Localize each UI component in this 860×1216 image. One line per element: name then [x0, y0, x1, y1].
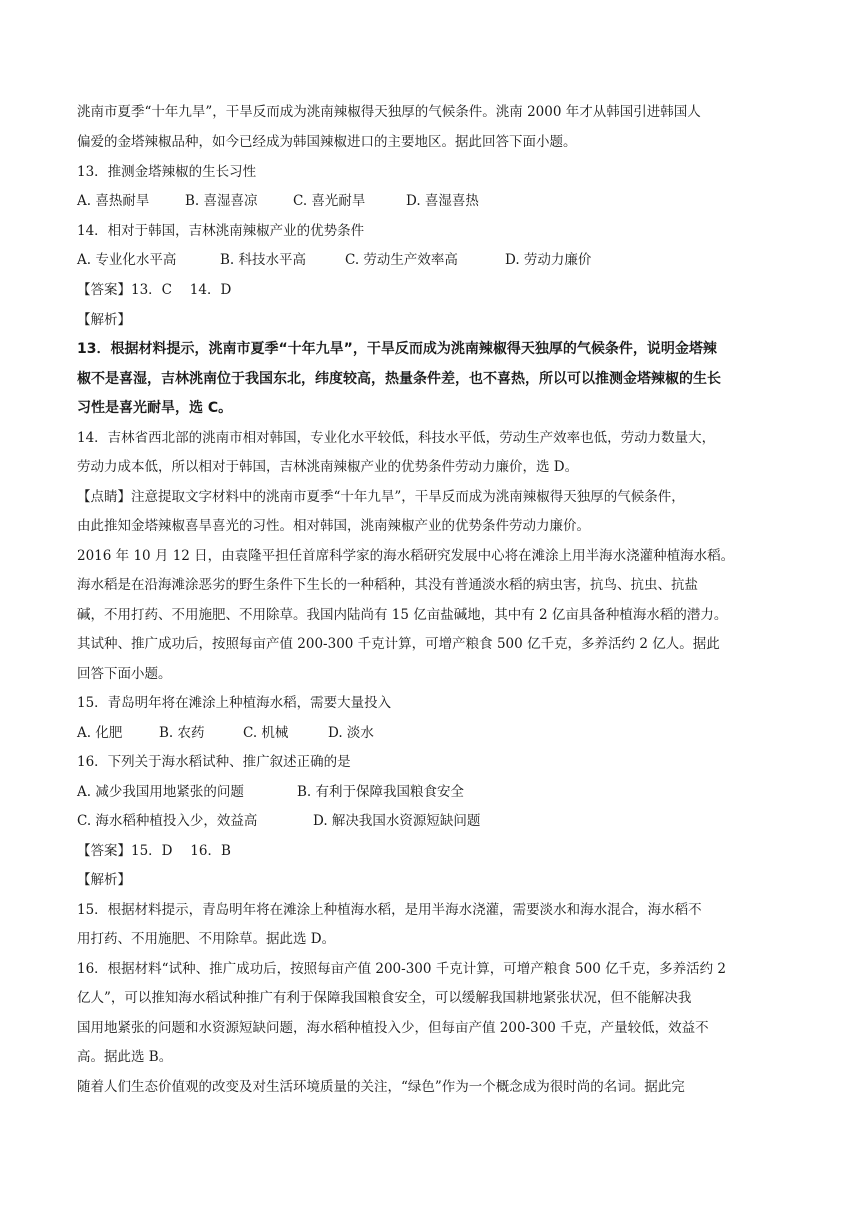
passage-2-line-4: 其试种、推广成功后，按照每亩产值 200-300 千克计算，可增产粮食 500 亿千克，多养活约 2 亿人。据此 — [77, 636, 720, 652]
q16-option-b: B. 有利于保障我国粮食安全 — [297, 784, 465, 800]
intro-line-1: 洮南市夏季“十年九旱”，干旱反而成为洮南辣椒得天独厚的气候条件。洮南 2000 年才从韩国引进韩国人 — [77, 104, 701, 120]
question-16-stem: 16．下列关于海水稻试种、推广叙述正确的是 — [77, 754, 351, 770]
analysis-heading-1: 【解析】 — [77, 312, 131, 328]
q16-option-c: C. 海水稻种植投入少，效益高 — [77, 813, 258, 829]
q14-option-a: A. 专业化水平高 — [77, 252, 177, 268]
q15-option-a: A. 化肥 — [77, 725, 123, 741]
explanation-16-line-4: 高。据此选 B。 — [77, 1049, 173, 1065]
explanation-15-line-1: 15．根据材料提示，青岛明年将在滩涂上种植海水稻，是用半海水浇灌，需要淡水和海水混合，海水稻不 — [77, 902, 702, 918]
passage-2-line-5: 回答下面小题。 — [77, 666, 172, 682]
explanation-13-line-3: 习性是喜光耐旱，选 C。 — [77, 400, 233, 416]
passage-2-line-2: 海水稻是在沿海滩涂恶劣的野生条件下生长的一种稻种，其没有普通淡水稻的病虫害，抗鸟、抗虫、抗盐 — [77, 577, 698, 593]
question-13-stem: 13．推测金塔辣椒的生长习性 — [77, 164, 257, 180]
passage-2-line-1: 2016 年 10 月 12 日，由袁隆平担任首席科学家的海水稻研究发展中心将在滩涂上用半海水浇灌种植海水稻。 — [77, 548, 735, 564]
q13-option-c: C. 喜光耐旱 — [293, 193, 366, 209]
question-16-options-row-2 — [77, 812, 480, 830]
explanation-13-line-1: 13．根据材料提示，洮南市夏季“十年九旱”，干旱反而成为洮南辣椒得天独厚的气候条件，说明金塔辣 — [77, 341, 717, 357]
q15-option-c: C. 机械 — [243, 725, 289, 741]
analysis-heading-2: 【解析】 — [77, 872, 131, 888]
question-15-options — [77, 724, 374, 742]
passage-2-line-3: 碱，不用打药、不用施肥、不用除草。我国内陆尚有 15 亿亩盐碱地，其中有 2 亿亩具备种植海水稻的潜力。 — [77, 607, 728, 623]
q13-option-a: A. 喜热耐旱 — [77, 193, 150, 209]
question-13-options — [77, 192, 479, 210]
q16-option-d: D. 解决我国水资源短缺问题 — [313, 813, 481, 829]
explanation-14-line-1: 14．吉林省西北部的洮南市相对韩国，专业化水平较低，科技水平低，劳动生产效率也低，劳动力数量大， — [77, 430, 716, 446]
tip-line-1: 【点睛】注意提取文字材料中的洮南市夏季“十年九旱”，干旱反而成为洮南辣椒得天独厚的气候条件， — [77, 489, 685, 505]
q15-option-d: D. 淡水 — [328, 725, 374, 741]
explanation-16-line-1: 16．根据材料“试种、推广成功后，按照每亩产值 200-300 千克计算，可增产粮食 500 亿千克，多养活约 2 — [77, 961, 726, 977]
intro-line-2: 偏爱的金塔辣椒品种，如今已经成为韩国辣椒进口的主要地区。据此回答下面小题。 — [77, 134, 577, 150]
question-14-options — [77, 251, 591, 269]
question-15-stem: 15．青岛明年将在滩涂上种植海水稻，需要大量投入 — [77, 695, 392, 711]
answer-13-14: 【答案】13．C 14．D — [77, 282, 232, 298]
explanation-13-line-2: 椒不是喜湿，吉林洮南位于我国东北，纬度较高，热量条件差，也不喜热，所以可以推测金塔辣椒的生长 — [77, 371, 721, 387]
q13-option-d: D. 喜湿喜热 — [406, 193, 479, 209]
explanation-16-line-3: 国用地紧张的问题和水资源短缺问题，海水稻种植投入少，但每亩产值 200-300 千克，产量较低，效益不 — [77, 1020, 709, 1036]
tip-line-2: 由此推知金塔辣椒喜旱喜光的习性。相对韩国，洮南辣椒产业的优势条件劳动力廉价。 — [77, 518, 590, 534]
answer-15-16: 【答案】15．D 16．B — [77, 843, 231, 859]
q14-option-c: C. 劳动生产效率高 — [345, 252, 458, 268]
q14-option-d: D. 劳动力廉价 — [505, 252, 592, 268]
q16-option-a: A. 减少我国用地紧张的问题 — [77, 784, 244, 800]
explanation-15-line-2: 用打药、不用施肥、不用除草。据此选 D。 — [77, 931, 336, 947]
passage-3-line-1: 随着人们生态价值观的改变及对生活环境质量的关注，“绿色”作为一个概念成为很时尚的名词。据此完 — [77, 1079, 685, 1095]
question-14-stem: 14．相对于韩国，吉林洮南辣椒产业的优势条件 — [77, 223, 365, 239]
explanation-16-line-2: 亿人”，可以推知海水稻试种推广有利于保障我国粮食安全，可以缓解我国耕地紧张状况，但不能解决我 — [77, 990, 692, 1006]
q14-option-b: B. 科技水平高 — [220, 252, 307, 268]
q13-option-b: B. 喜湿喜凉 — [185, 193, 258, 209]
q15-option-b: B. 农药 — [159, 725, 205, 741]
question-16-options-row-1 — [77, 783, 464, 801]
explanation-14-line-2: 劳动力成本低，所以相对于韩国，吉林洮南辣椒产业的优势条件劳动力廉价，选 D。 — [77, 459, 579, 475]
